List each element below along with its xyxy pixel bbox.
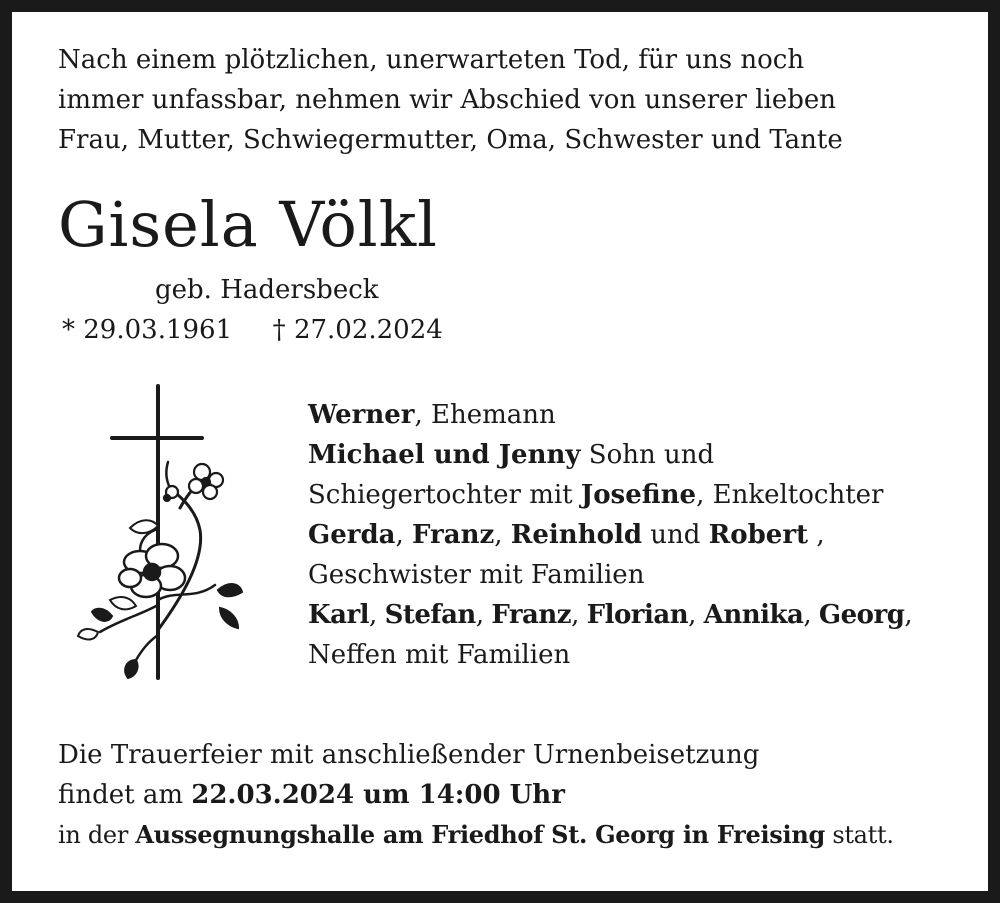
- deceased-name: Gisela Völkl: [58, 188, 439, 261]
- separator: ,: [803, 600, 819, 630]
- mourner-name: Franz: [412, 520, 495, 550]
- mourner-line-1: [308, 395, 556, 435]
- mourner-name: Florian: [586, 600, 689, 630]
- funeral-line-3: [58, 815, 894, 855]
- mourner-name: Karl: [308, 600, 370, 630]
- mourner-name: Gerda: [308, 520, 396, 550]
- mourner-name: Franz: [491, 600, 572, 630]
- mourner-name: Werner: [308, 400, 415, 430]
- mourner-name: Stefan: [384, 600, 476, 630]
- funeral-date-prefix: findet am: [58, 780, 192, 810]
- mourner-relation: , Enkeltochter: [696, 480, 884, 510]
- mourner-line-5: Geschwister mit Familien: [308, 560, 645, 590]
- intro-line-3: Frau, Mutter, Schwiegermutter, Oma, Schwester und Tante: [58, 125, 843, 155]
- funeral-line-1: Die Trauerfeier mit anschließender Urnenbeisetzung: [58, 740, 760, 770]
- funeral-place-suffix: statt.: [824, 821, 894, 849]
- mourner-relation: , Ehemann: [414, 400, 556, 430]
- separator: ,: [475, 600, 492, 630]
- funeral-place-prefix: in der: [58, 821, 136, 849]
- mourner-name: Reinhold: [510, 520, 642, 550]
- mourner-relation: Sohn und: [580, 440, 715, 470]
- mourner-line-3: [308, 475, 883, 515]
- mourner-name: Georg: [818, 600, 905, 630]
- separator: ,: [904, 600, 913, 630]
- separator: und: [642, 520, 709, 550]
- died-date: 27.02.2024: [293, 315, 443, 345]
- mourner-name: Josefine: [580, 480, 697, 510]
- separator: ,: [369, 600, 385, 630]
- born-symbol: *: [62, 315, 75, 345]
- birth-name: geb. Hadersbeck: [155, 275, 379, 305]
- cross-with-flower-icon: [70, 380, 250, 680]
- separator: ,: [808, 520, 825, 550]
- separator: ,: [688, 600, 704, 630]
- born-date: 29.03.1961: [83, 315, 233, 345]
- mourner-name: Michael und Jenny: [308, 440, 581, 470]
- mourner-line-2: [308, 435, 714, 475]
- life-dates: [62, 310, 443, 350]
- separator: ,: [395, 520, 413, 550]
- intro-line-1: Nach einem plötzlichen, unerwarteten Tod, für uns noch: [58, 45, 805, 75]
- mourner-name: Robert: [708, 520, 809, 550]
- mourner-name: Annika: [703, 600, 804, 630]
- mourner-line-4: [308, 515, 825, 555]
- separator: ,: [494, 520, 511, 550]
- mourner-line-6: [308, 595, 912, 635]
- funeral-place: Aussegnungshalle am Friedhof St. Georg in Freising: [135, 820, 825, 849]
- funeral-datetime: 22.03.2024 um 14:00 Uhr: [191, 780, 565, 810]
- mourner-relation: Schiegertochter mit: [308, 480, 581, 510]
- mourner-line-7: Neffen mit Familien: [308, 640, 571, 670]
- intro-line-2: immer unfassbar, nehmen wir Abschied von unserer lieben: [58, 85, 836, 115]
- died-symbol: †: [272, 315, 286, 345]
- separator: ,: [571, 600, 587, 630]
- funeral-line-2: [58, 775, 565, 815]
